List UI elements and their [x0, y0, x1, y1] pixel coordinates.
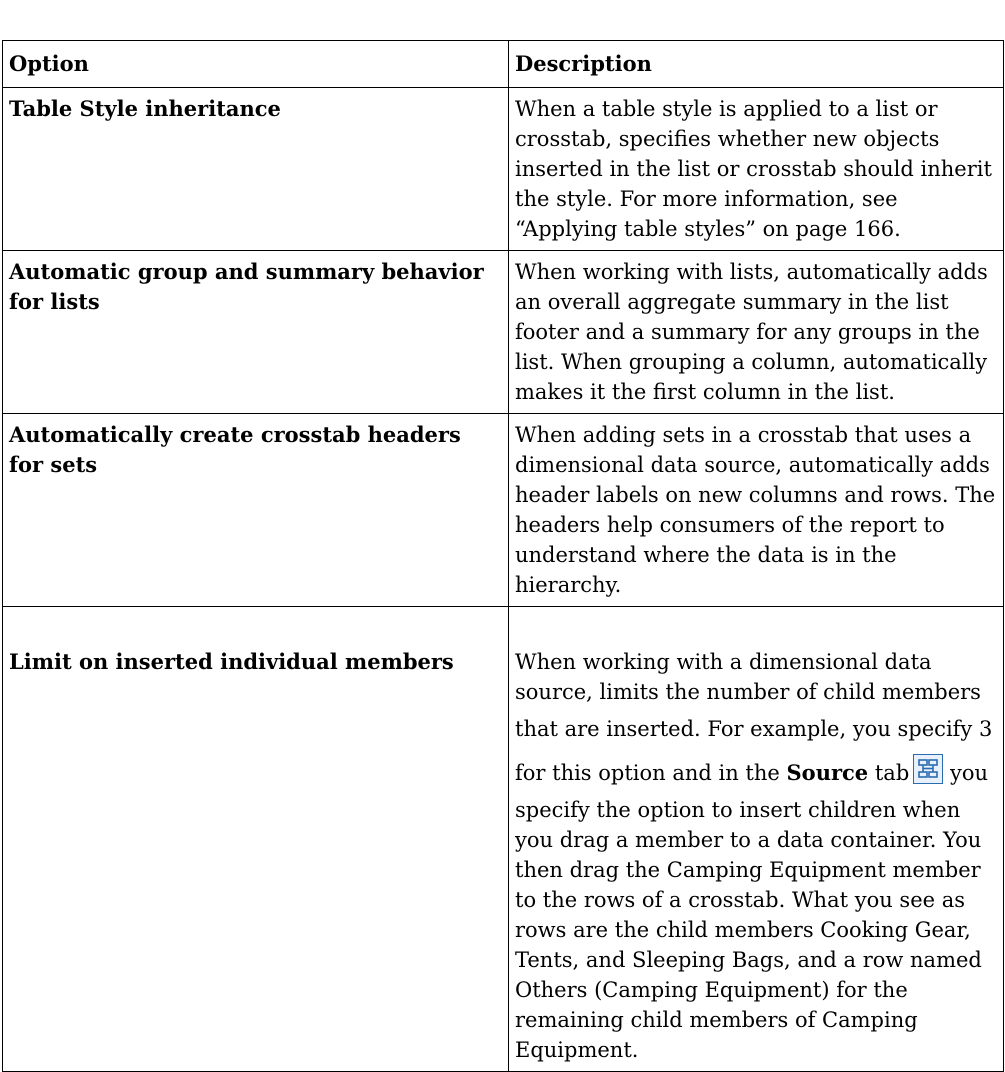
source-tree-icon — [913, 754, 943, 784]
option-description: When a table style is applied to a list or crosstab, specifies whether new objects inserted in the list or crosstab should inherit the style. For more information, see “Applying table styles” on page 166. — [509, 88, 1004, 251]
option-name: Automatically create crosstab headers for sets — [9, 422, 461, 477]
description-text-part1: When working with a dimensional data source, limits the number of child members that are inserted. For example, you specify 3 — [515, 650, 993, 741]
description-text-part3: tab — [874, 761, 910, 785]
option-name: Automatic group and summary behavior for lists — [9, 259, 484, 314]
description-text-part2: for this option and in the — [515, 761, 780, 785]
table-row — [3, 414, 1004, 607]
table-row — [3, 607, 1004, 1072]
column-header-option: Option — [3, 41, 509, 88]
table-header-row — [3, 41, 1004, 88]
table-row — [3, 251, 1004, 414]
option-name-cell — [3, 88, 509, 251]
column-header-description: Description — [509, 41, 1004, 88]
options-table — [2, 40, 1004, 1072]
option-description: When adding sets in a crosstab that uses a dimensional data source, automatically adds header labels on new columns and rows. The headers help consumers of the report to understand where the data is in the hierarchy. — [509, 414, 1004, 607]
option-name-cell — [3, 414, 509, 607]
description-text-part4: you specify the option to insert children when you drag a member to a data container. You then drag the Camping Equipment member to the rows of a crosstab. What you see as rows are the child members Cooking Gear, Tents, and Sleeping Bags, and a row named Others (Camping Equipment) for the remaining child members of Camping Equipment. — [515, 761, 988, 1062]
option-name-cell — [3, 251, 509, 414]
option-description — [509, 607, 1004, 1072]
option-name: Table Style inheritance — [9, 96, 281, 121]
option-description: When working with lists, automatically adds an overall aggregate summary in the list footer and a summary for any groups in the list. When grouping a column, automatically makes it the first column in the list. — [509, 251, 1004, 414]
option-name-cell — [3, 607, 509, 1072]
table-row — [3, 88, 1004, 251]
description-line-with-icon — [515, 761, 950, 785]
cut-off-header-text — [0, 0, 1005, 6]
option-name: Limit on inserted individual members — [9, 649, 454, 674]
source-tab-keyword: Source — [786, 760, 869, 785]
